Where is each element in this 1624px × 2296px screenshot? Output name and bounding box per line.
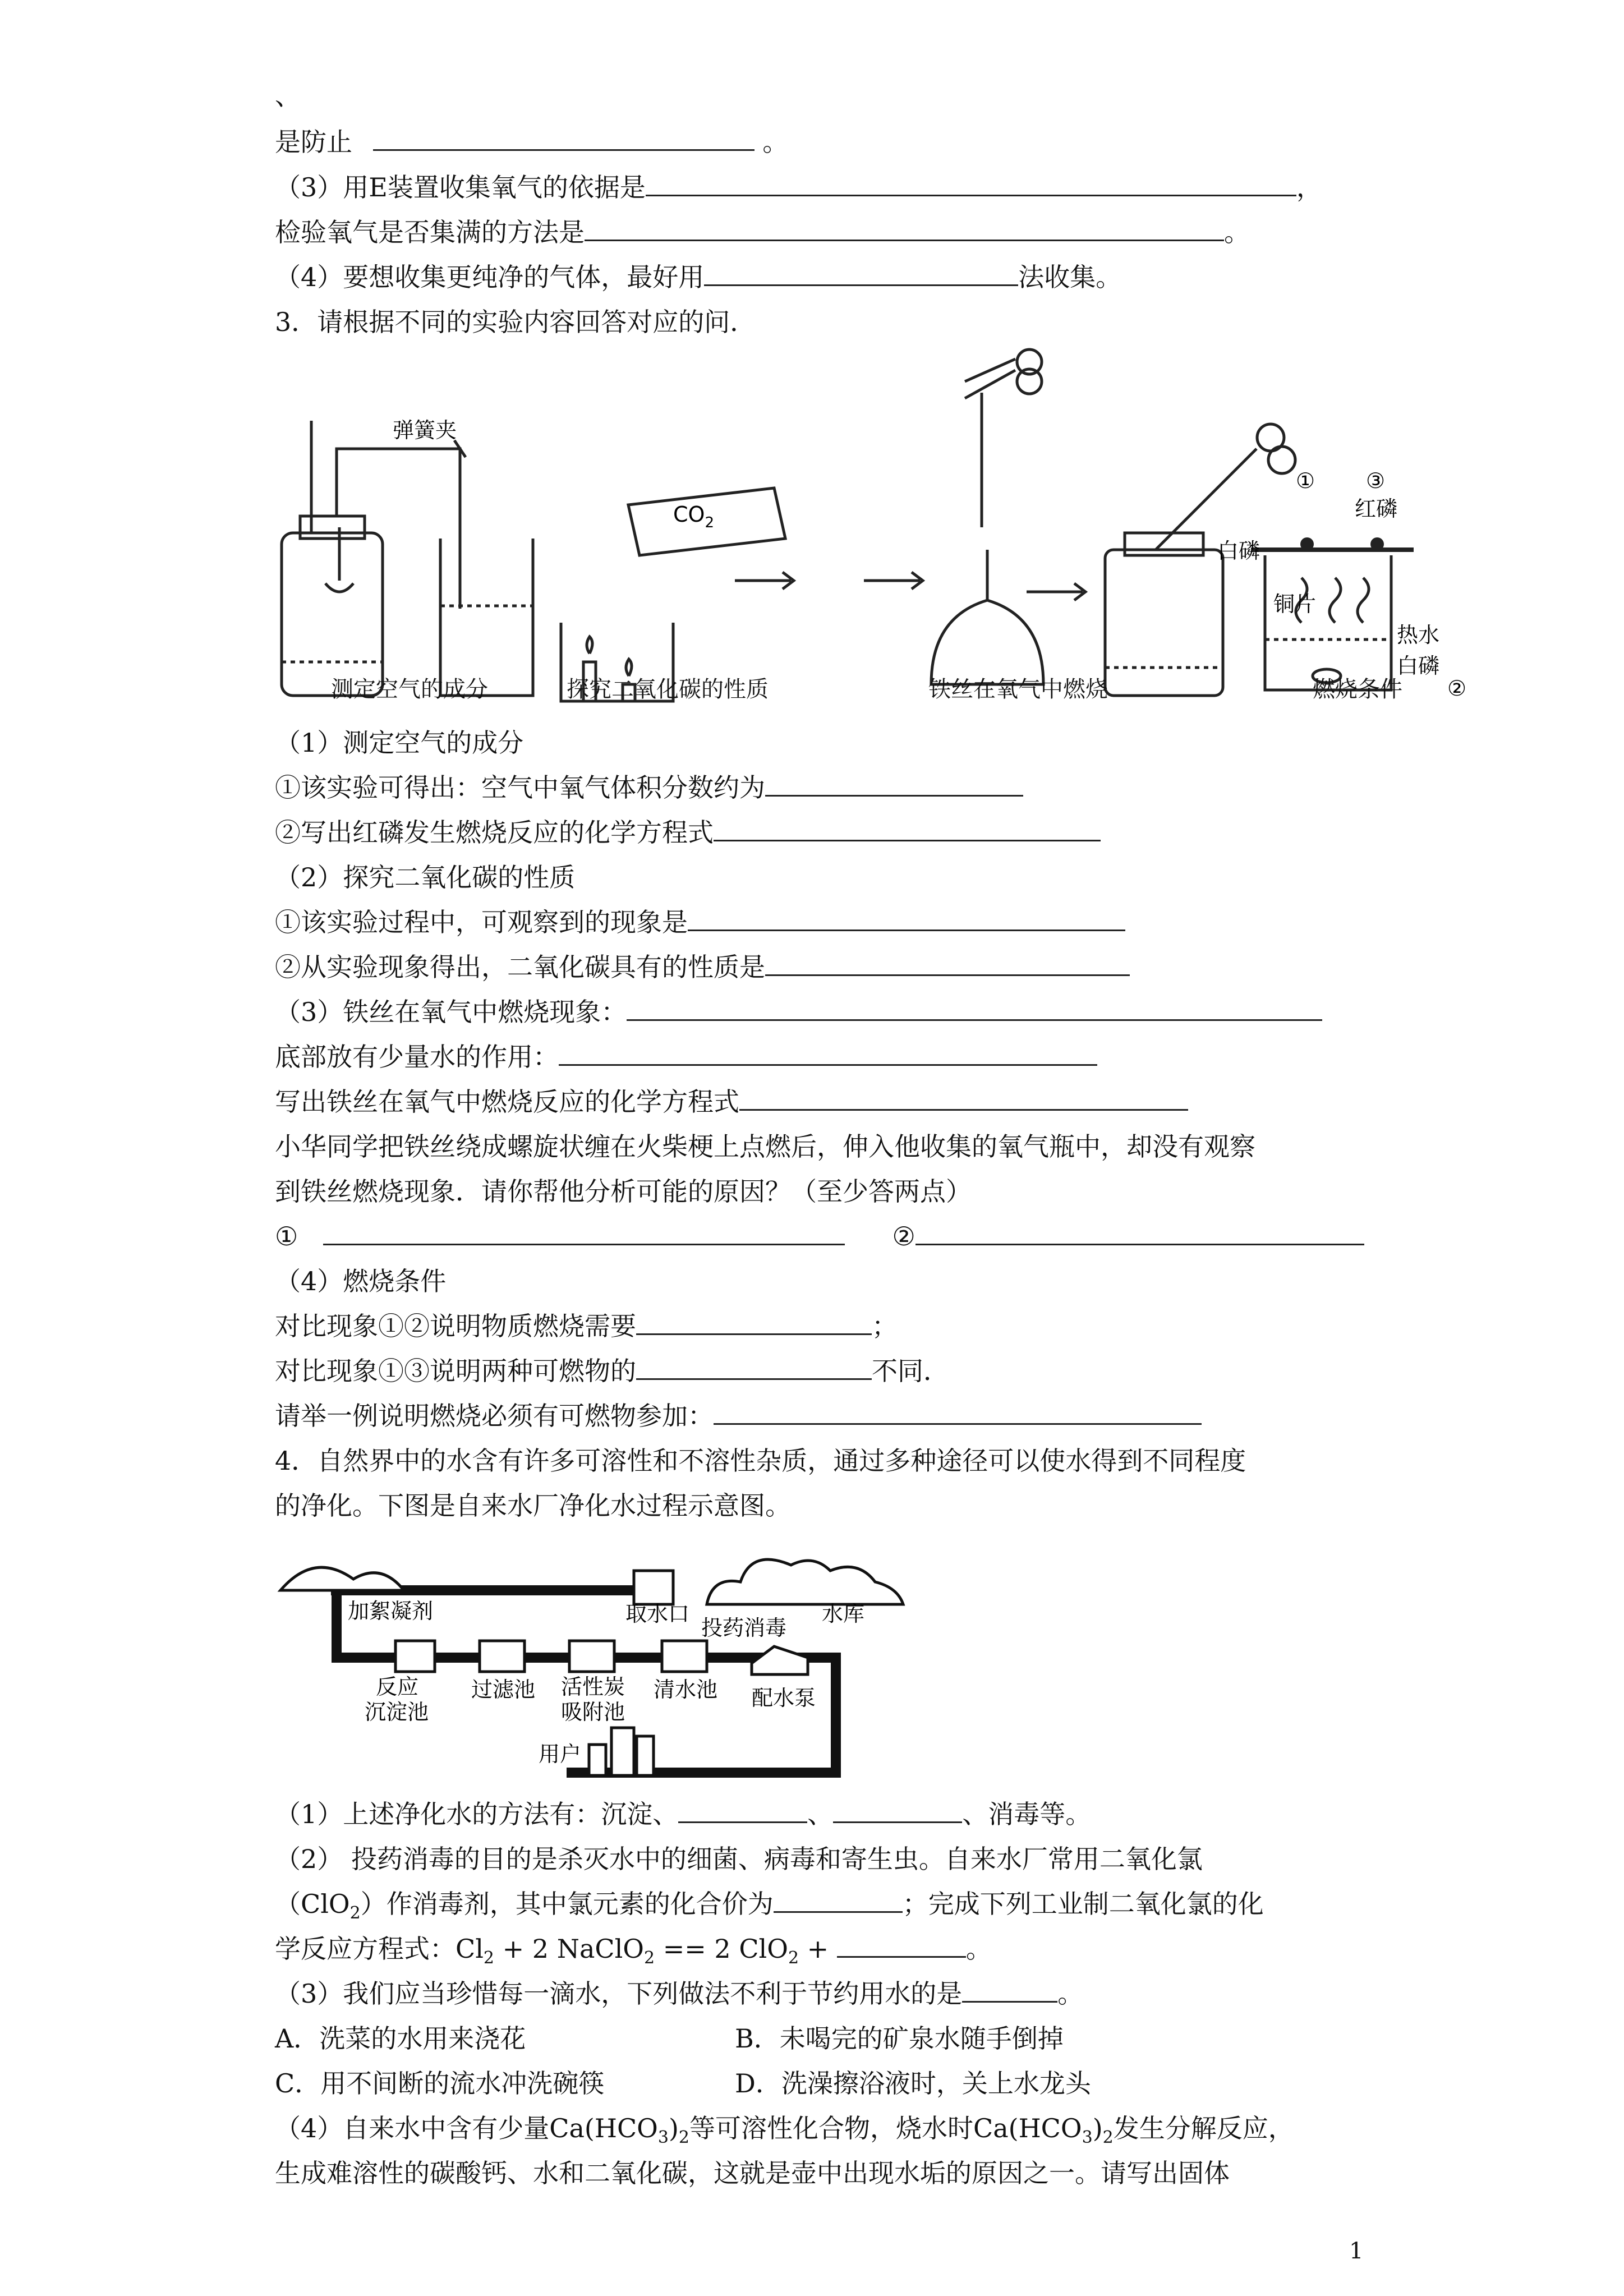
water-treatment-diagram	[275, 1537, 920, 1784]
q3-p2a-text: ①该实验过程中，可观察到的现象是	[275, 907, 688, 937]
answer-blank[interactable]	[837, 1934, 966, 1958]
q4-p2a: （2） 投药消毒的目的是杀灭水中的细菌、病毒和寄生虫。自来水厂常用二氧化氯	[275, 1844, 1203, 1874]
q2-line-4	[275, 260, 1121, 295]
q4-title-2: 的净化。下图是自来水厂净化水过程示意图。	[275, 1490, 791, 1521]
answer-blank[interactable]	[323, 1221, 845, 1245]
top-mark: 、	[275, 81, 301, 111]
q3-p4c-text: 请举一例说明燃烧必须有可燃物参加：	[275, 1401, 714, 1431]
q3-p3e	[275, 1219, 1364, 1254]
label-reservoir: 水库	[822, 1602, 865, 1626]
q4-p4a-sub4: 2	[1102, 2128, 1114, 2148]
q4-p1-sep: 、	[807, 1799, 834, 1829]
answer-blank[interactable]	[739, 1087, 1188, 1111]
q4-p1	[275, 1797, 1091, 1832]
q4-option-d[interactable]: D．洗澡擦浴液时，关上水龙头	[735, 2068, 1091, 2099]
answer-blank[interactable]	[962, 1978, 1057, 2003]
answer-blank[interactable]	[636, 1356, 872, 1380]
q4-p4a-pre: （4）自来水中含有少量Ca(HCO	[275, 2113, 658, 2143]
q3-p4b	[275, 1354, 949, 1388]
q4-p4a-sub1: 3	[657, 2128, 669, 2148]
q4-p2b	[275, 1887, 1264, 1931]
q3-p3b-text: 写出铁丝在氧气中燃烧反应的化学方程式	[275, 1087, 739, 1117]
q3-p3c: 小华同学把铁丝绕成螺旋状缠在火柴梗上点燃后，伸入他收集的氧气瓶中，却没有观察	[275, 1131, 1255, 1162]
answer-blank[interactable]	[627, 997, 1322, 1021]
answer-blank[interactable]	[765, 952, 1130, 976]
q4-p4a-mid2: 等可溶性化合物，烧水时Ca(HCO	[689, 2113, 1082, 2143]
q2-line-1	[275, 125, 788, 159]
label-copper: 铜片	[1273, 592, 1317, 616]
q2-line-2-text: （3）用E装置收集氧气的依据是	[275, 172, 646, 203]
answer-blank[interactable]	[678, 1799, 807, 1823]
label-hot-water: 热水	[1397, 623, 1440, 647]
q3-p3b	[275, 1084, 1188, 1119]
label-clip: 弹簧夹	[393, 418, 457, 443]
label-filter: 过滤池	[471, 1677, 536, 1702]
q3-p4b-end: 不同．	[872, 1356, 949, 1386]
label-reaction: 反应	[376, 1674, 419, 1699]
q3-p1a	[275, 770, 1023, 805]
q3-p1b-text: ②写出红磷发生燃烧反应的化学方程式	[275, 817, 714, 848]
label-red-phosphorus: 红磷	[1355, 496, 1398, 521]
answer-blank[interactable]	[915, 1221, 1364, 1245]
answer-blank[interactable]	[714, 1401, 1202, 1425]
q4-p2c-sub1: 2	[483, 1948, 495, 1968]
q4-p3-text: （3）我们应当珍惜每一滴水，下列做法不利于节约用水的是	[275, 1978, 963, 2009]
q2-line-1-text: 是防止	[275, 127, 352, 157]
q3-p4b-text: 对比现象①③说明两种可燃物的	[275, 1356, 636, 1386]
label-pump: 配水泵	[752, 1686, 816, 1710]
label-user: 用户	[539, 1742, 582, 1766]
q2-line-4-end: 法收集。	[1018, 262, 1122, 292]
answer-blank[interactable]	[714, 817, 1101, 841]
q3-p1: （1）测定空气的成分	[275, 728, 524, 758]
answer-blank[interactable]	[833, 1799, 962, 1823]
q4-p1-end: 、消毒等。	[962, 1799, 1092, 1829]
q2-line-1-end: 。	[762, 127, 789, 157]
q4-option-a[interactable]: A．洗菜的水用来浇花	[275, 2023, 526, 2054]
q3-p2: （2）探究二氧化碳的性质	[275, 862, 576, 892]
q4-p2c-mid2: == 2 ClO	[655, 1934, 788, 1964]
q3-p4a-text: 对比现象①②说明物质燃烧需要	[275, 1311, 636, 1341]
q4-p2b-mid: ）作消毒剂，其中氯元素的化合价为	[360, 1889, 774, 1919]
label-white-phosphorus-2: 白磷	[1397, 654, 1440, 678]
label-dosing: 投药消毒	[701, 1616, 787, 1640]
q4-p4a-sub3: 3	[1082, 2128, 1093, 2148]
caption-co2: 探究二氧化碳的性质	[567, 677, 769, 702]
q4-p4a-sub2: 2	[678, 2128, 689, 2148]
q3-p3d: 到铁丝燃烧现象．请你帮他分析可能的原因？（至少答两点）	[275, 1176, 972, 1207]
caption-air: 测定空气的成分	[331, 677, 488, 702]
q3-p3a-text: 底部放有少量水的作用：	[275, 1042, 559, 1072]
label-carbon: 活性炭	[561, 1674, 625, 1699]
q4-p3-end: 。	[1057, 1978, 1084, 2009]
q3-p3a	[275, 1039, 1097, 1074]
q3-p2a	[275, 905, 1125, 940]
q4-p2b-end: ；完成下列工业制二氧化氯的化	[902, 1889, 1264, 1919]
q3-p3	[275, 995, 1322, 1029]
q3-title: 3．请根据不同的实验内容回答对应的问．	[275, 307, 756, 337]
q4-p3	[275, 1976, 1083, 2011]
q4-p2c-mid1: + 2 NaClO	[494, 1934, 644, 1964]
q3-p4a-end: ；	[872, 1311, 898, 1341]
q4-p4a	[275, 2111, 1294, 2155]
label-adsorption: 吸附池	[561, 1700, 625, 1724]
q4-p2c-sub3: 2	[788, 1948, 799, 1968]
q3-experiment-figure	[269, 348, 1487, 718]
answer-blank[interactable]	[559, 1042, 1097, 1066]
q3-p1b	[275, 815, 1101, 850]
label-n3: ③	[1366, 468, 1386, 493]
q2-line-2	[275, 170, 1322, 205]
label-n2: ②	[1447, 676, 1467, 701]
q3-p3e1-text: ①	[275, 1221, 298, 1251]
answer-blank[interactable]	[765, 772, 1023, 797]
answer-blank[interactable]	[373, 127, 755, 151]
q4-title-1: 4．自然界中的水含有许多可溶性和不溶性杂质，通过多种途径可以使水得到不同程度	[275, 1446, 1246, 1476]
q3-p2b	[275, 950, 1130, 984]
answer-blank[interactable]	[704, 262, 1018, 286]
q4-p4a-end: 发生分解反应，	[1113, 2113, 1294, 2143]
answer-blank[interactable]	[688, 907, 1125, 931]
label-intake: 取水口	[625, 1602, 690, 1626]
q2-line-3	[275, 215, 1250, 250]
label-add-coagulant: 加絮凝剂	[348, 1599, 434, 1623]
q2-line-4-text: （4）要想收集更纯净的气体，最好用	[275, 262, 705, 292]
q4-option-b[interactable]: B．未喝完的矿泉水随手倒掉	[735, 2023, 1064, 2054]
q4-p2c-end: 。	[965, 1934, 992, 1964]
q4-p1-text: （1）上述净化水的方法有：沉淀、	[275, 1799, 679, 1829]
q3-p3e2-text: ②	[892, 1221, 915, 1251]
q3-p1a-text: ①该实验可得出：空气中氧气体积分数约为	[275, 772, 765, 803]
answer-blank[interactable]	[636, 1311, 872, 1335]
q3-p3-text: （3）铁丝在氧气中燃烧现象：	[275, 997, 627, 1027]
q4-option-c[interactable]: C．用不间断的流水冲洗碗筷	[275, 2068, 605, 2099]
q4-p2c-mid3: +	[799, 1934, 837, 1964]
caption-combustion: 燃烧条件	[1313, 677, 1402, 702]
q4-p2c-sub2: 2	[644, 1948, 655, 1968]
q2-line-2-end: ，	[1296, 172, 1322, 203]
q3-p4c	[275, 1398, 1202, 1433]
q3-p4a	[275, 1309, 898, 1343]
q3-p2b-text: ②从实验现象得出，二氧化碳具有的性质是	[275, 952, 765, 982]
q4-p2c-pre: 学反应方程式：Cl	[275, 1934, 484, 1964]
label-n1: ①	[1296, 468, 1315, 493]
caption-iron: 铁丝在氧气中燃烧	[928, 677, 1108, 702]
label-clear-water: 清水池	[654, 1677, 718, 1702]
q4-p4a-mid1: )	[668, 2113, 679, 2143]
answer-blank[interactable]	[774, 1889, 903, 1913]
q3-p4: （4）燃烧条件	[275, 1266, 447, 1296]
q2-line-3-end: 。	[1224, 217, 1250, 247]
q4-p4b: 生成难溶性的碳酸钙、水和二氧化碳，这就是壶中出现水垢的原因之一。请写出固体	[275, 2158, 1230, 2188]
q4-p4a-mid3: )	[1092, 2113, 1103, 2143]
q4-p2c	[275, 1931, 992, 1976]
label-white-phosphorus: 白磷	[1217, 539, 1260, 563]
label-co2: $CO_2$	[673, 502, 714, 531]
answer-blank[interactable]	[585, 217, 1224, 241]
page-number: 1	[1349, 2238, 1364, 2264]
answer-blank[interactable]	[646, 172, 1296, 196]
q4-p2b-pre: （ClO	[275, 1889, 350, 1919]
q4-p2b-sub: 2	[349, 1903, 361, 1924]
label-sedimentation: 沉淀池	[365, 1700, 429, 1724]
q2-line-3-text: 检验氧气是否集满的方法是	[275, 217, 585, 247]
